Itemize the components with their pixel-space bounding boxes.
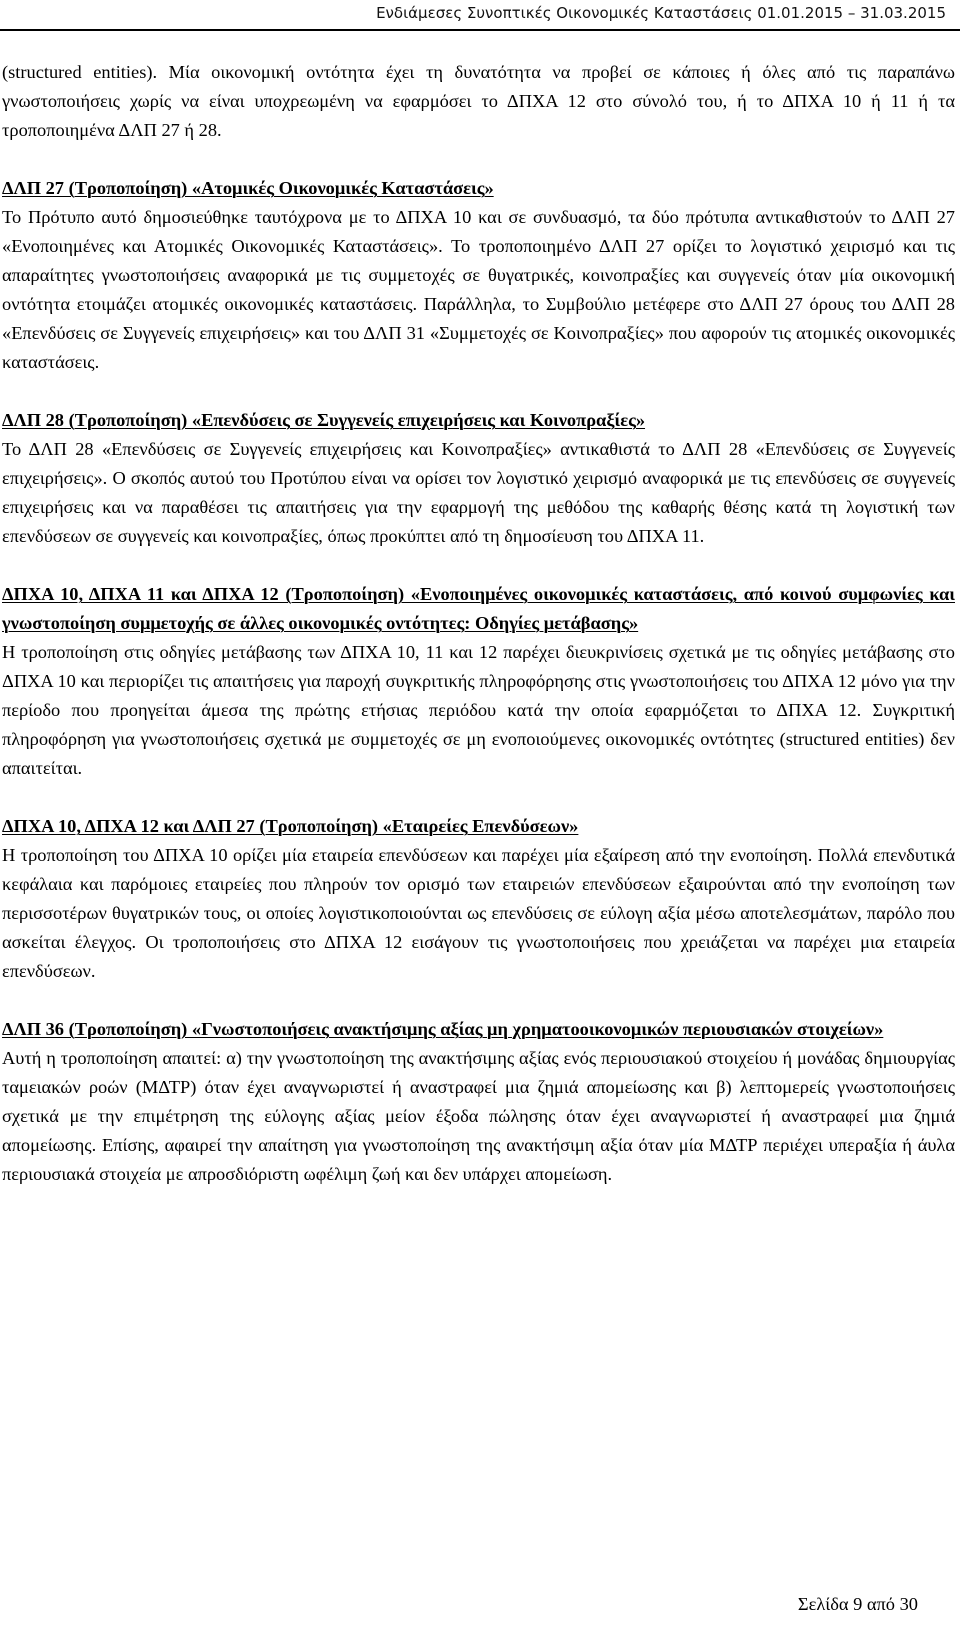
section-heading: ΔΛΠ 27 (Τροποποίηση) «Ατομικές Οικονομικές Καταστάσεις» — [2, 178, 494, 198]
section-ias28 — [2, 406, 955, 551]
section-body: Αυτή η τροποποίηση απαιτεί: α) την γνωστοποίηση της ανακτήσιμης αξίας ενός περιουσιακού στοιχείου ή μονάδας δημιουργίας ταμειακών ροών (ΜΔΤΡ) όταν έχει αναγνωριστεί ή αναστραφεί μια ζημιά απομείωσης και β) λεπτομερείς γνωστοποιήσεις σχετικά με την επιμέτρηση της εύλογης αξίας μείον έξοδα πώλησης όταν έχει αναγνωριστεί ή αναστραφεί μια ζημιά απομείωσης. Επίσης, αφαιρεί την απαίτηση για γνωστοποίηση της ανακτήσιμη αξία όταν μία ΜΔΤΡ περιέχει υπεραξία ή άυλα περιουσιακά στοιχεία με απροσδιόριστη ωφέλιμη ζωή και δεν υπάρχει απομείωση. — [2, 1048, 955, 1184]
page-header — [0, 0, 960, 30]
section-body: Η τροποποίηση του ΔΠΧΑ 10 ορίζει μία εταιρεία επενδύσεων και παρέχει μία εξαίρεση από την ενοποίηση. Πολλά επενδυτικά κεφάλαια και παρόμοιες εταιρείες που πληρούν τον ορισμό των εταιρειών επενδύσεων εξαιρούνται από την ενοποίηση των περισσοτέρων θυγατρικών τους, οι οποίες λογιστικοποιούνται ως επενδύσεις σε εύλογη αξία μέσω αποτελεσμάτων, παρόλο που ασκείται έλεγχος. Οι τροποποιήσεις στο ΔΠΧΑ 12 εισάγουν τις γνωστοποιήσεις που χρειάζεται να παρέχει μια εταιρεία επενδύσεων. — [2, 845, 955, 981]
section-heading: ΔΛΠ 36 (Τροποποίηση) «Γνωστοποιήσεις ανακτήσιμης αξίας μη χρηματοοικονομικών περιουσιακών στοιχείων» — [2, 1019, 884, 1039]
intro-text: (structured entities). Μία οικονομική οντότητα έχει τη δυνατότητα να προβεί σε κάποιες ή όλες από τις παραπάνω γνωστοποιήσεις χωρίς να είναι υποχρεωμένη να εφαρμόσει το ΔΠΧΑ 12 στο σύνολό του, ή το ΔΠΧΑ 10 ή 11 ή τα τροποποιημένα ΔΛΠ 27 ή 28. — [2, 62, 955, 140]
header-divider — [0, 29, 960, 31]
section-body: Το ΔΛΠ 28 «Επενδύσεις σε Συγγενείς επιχειρήσεις και Κοινοπραξίες» αντικαθιστά το ΔΛΠ 28 «Επενδύσεις σε Συγγενείς επιχειρήσεις». Ο σκοπός αυτού του Προτύπου είναι να ορίσει τον λογιστικό χειρισμό αναφορικά με τις επενδύσεις σε συγγενείς επιχειρήσεις και να παραθέσει τις απαιτήσεις για την εφαρμογή της μεθόδου της καθαρής θέσης κατά τη λογιστική των επενδύσεων σε συγγενείς και κοινοπραξίες, όπως προκύπτει από τη δημοσίευση του ΔΠΧΑ 11. — [2, 439, 955, 546]
section-heading: ΔΛΠ 28 (Τροποποίηση) «Επενδύσεις σε Συγγενείς επιχειρήσεις και Κοινοπραξίες» — [2, 410, 646, 430]
section-ias36 — [2, 1015, 955, 1189]
section-body: Η τροποποίηση στις οδηγίες μετάβασης των ΔΠΧΑ 10, 11 και 12 παρέχει διευκρινίσεις σχετικά με τις οδηγίες μετάβασης στο ΔΠΧΑ 10 και περιορίζει τις απαιτήσεις για παροχή συγκριτικής πληροφόρησης στις γνωστοποιήσεις του ΔΠΧΑ 12 μόνο για την περίοδο που προηγείται άμεσα της πρώτης ετήσιας περιόδου κατά την οποία εφαρμόζεται το ΔΠΧΑ 12. Συγκριτική πληροφόρηση για γνωστοποιήσεις σχετικά με συμμετοχές σε μη ενοποιούμενες οικονομικές οντότητες (structured entities) δεν απαιτείται. — [2, 642, 955, 778]
intro-paragraph — [2, 58, 955, 145]
header-title: Ενδιάμεσες Συνοπτικές Οικονομικές Καταστάσεις 01.01.2015 – 31.03.2015 — [376, 4, 946, 22]
section-ifrs10-11-12 — [2, 580, 955, 783]
section-body: Το Πρότυπο αυτό δημοσιεύθηκε ταυτόχρονα με το ΔΠΧΑ 10 και σε συνδυασμό, τα δύο πρότυπα αντικαθιστούν το ΔΛΠ 27 «Ενοποιημένες και Ατομικές Οικονομικές Καταστάσεις». Το τροποποιημένο ΔΛΠ 27 ορίζει το λογιστικό χειρισμό και τις απαραίτητες γνωστοποιήσεις αναφορικά με τις συμμετοχές σε θυγατρικές, κοινοπραξίες και συγγενείς όταν μία οικονομική οντότητα ετοιμάζει ατομικές οικονομικές καταστάσεις. Παράλληλα, το Συμβούλιο μετέφερε στο ΔΛΠ 27 όρους του ΔΛΠ 28 «Επενδύσεις σε Συγγενείς επιχειρήσεις» και του ΔΛΠ 31 «Συμμετοχές σε Κοινοπραξίες» που αφορούν τις ατομικές οικονομικές καταστάσεις. — [2, 207, 955, 372]
page-number: Σελίδα 9 από 30 — [797, 1594, 918, 1614]
document-body — [2, 58, 955, 1189]
section-heading: ΔΠΧΑ 10, ΔΠΧΑ 11 και ΔΠΧΑ 12 (Τροποποίηση) «Ενοποιημένες οικονομικές καταστάσεις, από κοινού συμφωνίες και γνωστοποίηση συμμετοχής σε άλλες οικονομικές οντότητες: Οδηγίες μετάβασης» — [2, 584, 955, 633]
section-heading: ΔΠΧΑ 10, ΔΠΧΑ 12 και ΔΛΠ 27 (Τροποποίηση) «Εταιρείες Επενδύσεων» — [2, 816, 579, 836]
section-investment-entities — [2, 812, 955, 986]
section-ias27 — [2, 174, 955, 377]
